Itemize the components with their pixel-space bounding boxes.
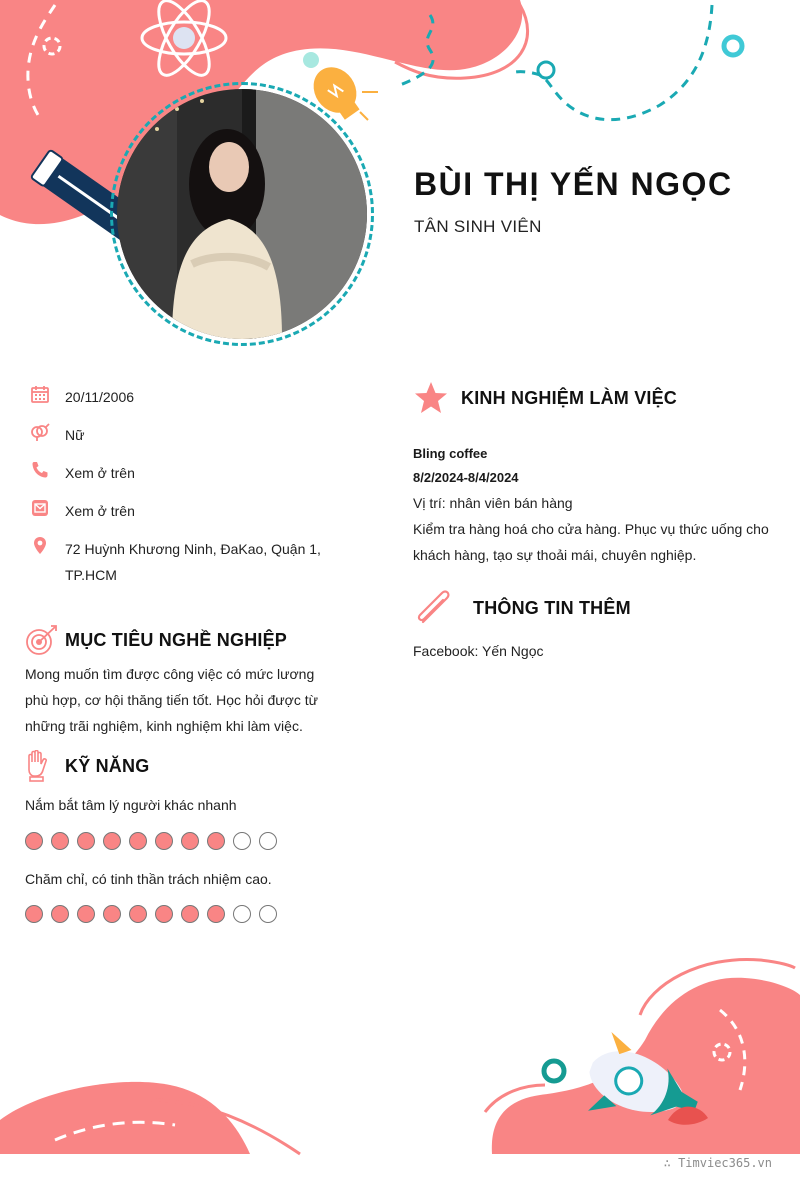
rating-dot-empty [233,905,251,923]
career-goal-heading [25,624,287,656]
profile-photo [117,89,367,339]
rating-dot-filled [77,832,95,850]
experience-company: Bling coffee [413,446,488,461]
rating-dot-empty [233,832,251,850]
rating-dot-filled [51,905,69,923]
paperclip-icon [413,588,457,628]
phone-text: Xem ở trên [65,465,135,481]
rating-dot-filled [129,832,147,850]
rating-dot-filled [25,905,43,923]
rating-dot-filled [207,905,225,923]
skills-heading [25,750,149,782]
address-text: 72 Huỳnh Khương Ninh, ĐaKao, Quận 1, TP.HCM [65,541,321,583]
skill-1-label: Nắm bắt tâm lý người khác nhanh [25,797,237,813]
gender-icon [30,422,50,442]
extra-title: THÔNG TIN THÊM [473,597,631,618]
contact-address [30,536,325,588]
rating-dot-empty [259,905,277,923]
experience-heading [413,380,677,416]
phone-icon [30,460,50,480]
calendar-icon [30,384,50,404]
location-pin-icon [30,536,50,556]
experience-title: KINH NGHIỆM LÀM VIỆC [461,387,678,408]
gender-text: Nữ [65,427,85,443]
rating-dot-filled [103,905,121,923]
contact-email [30,498,325,524]
skills-title: KỸ NĂNG [65,755,150,776]
experience-description: Kiểm tra hàng hoá cho cửa hàng. Phục vụ thức uống cho khách hàng, tạo sự thoải mái, chuyên nghiệp. [413,521,769,563]
experience-position: Vị trí: nhân viên bán hàng [413,495,573,511]
experience-dates: 8/2/2024-8/4/2024 [413,470,519,485]
rating-dot-filled [181,832,199,850]
rating-dot-filled [77,905,95,923]
rating-dot-filled [181,905,199,923]
contact-gender [30,422,325,448]
rating-dot-filled [207,832,225,850]
rating-dot-filled [51,832,69,850]
hand-icon [25,750,49,782]
rating-dot-filled [25,832,43,850]
rating-dot-filled [129,905,147,923]
skill-2-label: Chăm chỉ, có tinh thần trách nhiệm cao. [25,871,272,887]
rating-dot-empty [259,832,277,850]
extra-heading [413,588,631,628]
target-icon [25,624,59,656]
rocket-icon [577,1030,710,1145]
candidate-role: TÂN SINH VIÊN [414,217,542,236]
email-icon [30,498,50,518]
contact-dob [30,384,325,410]
star-icon [413,380,449,416]
facebook-text: Facebook: Yến Ngọc [413,643,544,659]
contact-phone [30,460,325,486]
career-goal-title: MỤC TIÊU NGHỀ NGHIỆP [65,629,288,650]
rating-dot-filled [155,832,173,850]
email-text: Xem ở trên [65,503,135,519]
skill-2-rating [25,905,285,923]
dob-text: 20/11/2006 [65,389,135,405]
candidate-name: BÙI THỊ YẾN NGỌC [414,166,733,202]
career-goal-text: Mong muốn tìm được công việc có mức lương phù hợp, cơ hội thăng tiến tốt. Học hỏi được từ những trãi nghiệm, kinh nghiệm khi làm việc. [25,666,319,734]
rating-dot-filled [103,832,121,850]
skill-1-rating [25,832,285,850]
watermark: ∴ Timviec365.vn [663,1156,772,1170]
rating-dot-filled [155,905,173,923]
